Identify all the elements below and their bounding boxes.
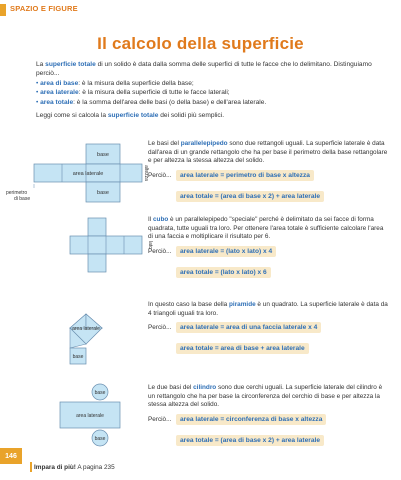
label-base-top: base bbox=[94, 390, 106, 396]
formula-row bbox=[148, 414, 388, 425]
keyword: superficie totale bbox=[45, 61, 96, 68]
keyword: piramide bbox=[229, 301, 256, 308]
intro-text-part: di un solido è data dalla somma delle superfici di tutte le facce che lo delimitano. Distinguiamo perciò... bbox=[36, 61, 372, 78]
page-title: Il calcolo della superficie bbox=[97, 34, 304, 53]
formula-area-laterale: area laterale = perimetro di base x altezza bbox=[176, 170, 314, 181]
keyword: cilindro bbox=[193, 384, 217, 391]
text-part: sono due rettangoli uguali. La superficie laterale è data dall'area di un grande rettangolo che ha per base il perimetro della base rettangolare e per altezza la stessa altezza del solido. bbox=[148, 140, 388, 165]
intro-paragraph bbox=[36, 60, 386, 79]
footer-note-link: A pagina 235 bbox=[75, 464, 115, 471]
intro-text-part: Leggi come si calcola la bbox=[36, 112, 108, 120]
cube-net-diagram bbox=[62, 216, 152, 296]
label-base: base bbox=[72, 354, 84, 360]
bullet-text: : è la somma dell'area delle basi (o della base) e dell'area laterale. bbox=[73, 98, 267, 106]
intro-text bbox=[36, 60, 386, 120]
bullet-item bbox=[36, 79, 386, 88]
bullet-text: : è la misura della superficie di tutte le facce laterali; bbox=[78, 89, 230, 97]
cylinder-net-diagram bbox=[56, 382, 136, 452]
header-label: SPAZIO E FIGURE bbox=[10, 4, 78, 13]
parallelepiped-net-diagram bbox=[4, 140, 149, 210]
header-accent-bar bbox=[0, 4, 6, 16]
formula-area-totale: area totale = (lato x lato) x 6 bbox=[176, 267, 271, 278]
text-part: In questo caso la base della bbox=[148, 301, 230, 308]
text-part: Le due basi del bbox=[148, 384, 194, 391]
text-part: sono due cerchi uguali. La superficie laterale del cilindro è un rettangolo che ha per base la circonferenza del cerchio di base e per altezza la stessa altezza del solido. bbox=[148, 384, 383, 409]
bullet-icon: • bbox=[36, 79, 41, 87]
percio-label: Perciò... bbox=[148, 171, 172, 179]
parallelepiped-section bbox=[148, 140, 388, 203]
bullet-text: : è la misura della superficie della base; bbox=[78, 79, 194, 87]
bullet-icon: • bbox=[36, 98, 41, 106]
parallelepiped-text bbox=[148, 140, 388, 166]
label-base-top: base bbox=[97, 152, 109, 158]
footer-accent-bar bbox=[30, 462, 32, 472]
formula-row bbox=[148, 246, 388, 257]
formula-row bbox=[176, 261, 388, 279]
footer-note-bold: Impara di più! bbox=[34, 464, 76, 471]
label-perimetro: perimetro bbox=[6, 190, 28, 196]
label-base-bottom: base bbox=[97, 190, 109, 196]
formula-row bbox=[176, 429, 388, 447]
intro-text-part: dei solidi più semplici. bbox=[158, 112, 225, 120]
formula-area-totale: area totale = area di base + area laterale bbox=[176, 343, 309, 354]
formula-row bbox=[176, 185, 388, 203]
formula-area-totale: area totale = (area di base x 2) + area laterale bbox=[176, 435, 324, 446]
bullet-icon: • bbox=[36, 89, 41, 97]
text-part: è un parallelepipedo "speciale" perché è delimitato da sei facce di forma quadrata, tutte uguali tra loro. Per ottenere l'area totale è sufficiente calcolare l'area di una faccia e moltiplicare il risultato per 6. bbox=[148, 216, 384, 241]
cube-section bbox=[148, 216, 388, 279]
label-altezza: altezza bbox=[143, 165, 149, 181]
section-header bbox=[0, 0, 401, 20]
pyramid-text bbox=[148, 301, 388, 318]
formula-area-laterale: area laterale = (lato x lato) x 4 bbox=[176, 246, 276, 257]
keyword: area totale bbox=[40, 98, 74, 106]
label-lato: lato bbox=[147, 240, 153, 250]
text-part: è un quadrato. La superficie laterale è data da 4 triangoli uguali tra loro. bbox=[148, 301, 388, 317]
keyword: parallelepipedo bbox=[180, 140, 228, 147]
pyramid-net-diagram bbox=[56, 300, 136, 370]
label-area-laterale: area laterale bbox=[72, 326, 100, 332]
cube-text bbox=[148, 216, 388, 242]
keyword: cubo bbox=[152, 216, 169, 223]
formula-row bbox=[148, 322, 388, 333]
percio-label: Perciò... bbox=[148, 247, 172, 255]
formula-row bbox=[148, 170, 388, 181]
keyword: area laterale bbox=[40, 89, 79, 97]
cylinder-text bbox=[148, 384, 388, 410]
keyword: superficie totale bbox=[107, 112, 159, 120]
footer-note[interactable] bbox=[34, 464, 115, 471]
percio-label: Perciò... bbox=[148, 324, 172, 332]
page-number: 146 bbox=[0, 448, 22, 464]
label-area-laterale: area laterale bbox=[72, 171, 104, 177]
bullet-item bbox=[36, 88, 386, 97]
text-part: Il bbox=[148, 216, 153, 223]
formula-area-laterale: area laterale = circonferenza di base x altezza bbox=[176, 414, 326, 425]
label-area-laterale: area laterale bbox=[76, 413, 104, 419]
cylinder-section bbox=[148, 384, 388, 447]
bullet-item bbox=[36, 98, 386, 107]
label-di-base: di base bbox=[14, 196, 31, 202]
pyramid-section bbox=[148, 301, 388, 355]
label-base-bottom: base bbox=[94, 436, 106, 442]
keyword: area di base bbox=[40, 79, 79, 87]
formula-area-laterale: area laterale = area di una faccia laterale x 4 bbox=[176, 322, 321, 333]
formula-area-totale: area totale = (area di base x 2) + area laterale bbox=[176, 191, 324, 202]
formula-row bbox=[176, 337, 388, 355]
text-part: Le basi del bbox=[148, 140, 181, 147]
intro-lead bbox=[36, 111, 386, 120]
intro-text-part: La bbox=[36, 61, 46, 68]
percio-label: Perciò... bbox=[148, 415, 172, 423]
